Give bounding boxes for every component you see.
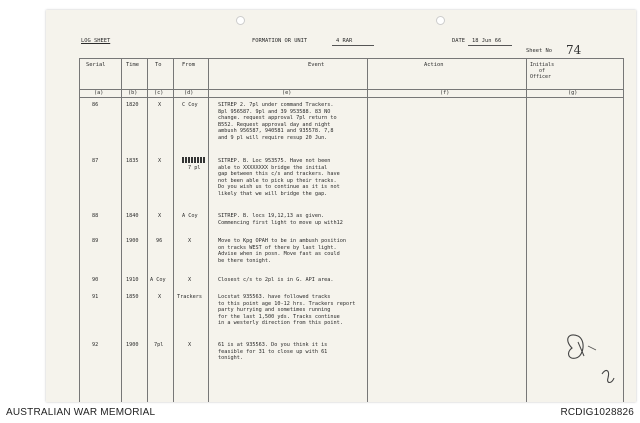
row-to: X xyxy=(158,102,162,108)
row-event: Closest c/s to 2pl is in G. API area. xyxy=(218,277,334,283)
row-from: X xyxy=(188,342,192,348)
footer-source: AUSTRALIAN WAR MEMORIAL xyxy=(6,407,156,418)
col-event: Event xyxy=(308,62,325,68)
handwritten-initials-icon xyxy=(558,322,628,392)
col-time: Time xyxy=(126,62,139,68)
row-event: Move to Kpg OPAH to be in ambush position on tracks WEST of there by last light. Advise when in posn. Move fast as could be there tonight. xyxy=(218,238,347,264)
formation-label: FORMATION OR UNIT xyxy=(252,38,308,44)
unit-value: 4 RAR xyxy=(336,38,353,44)
code-f: (f) xyxy=(440,90,450,96)
footer-id: RCDIG1028826 xyxy=(560,407,634,418)
log-sheet-page xyxy=(46,10,636,402)
col-action: Action xyxy=(424,62,444,68)
col-serial: Serial xyxy=(86,62,106,68)
code-e: (e) xyxy=(282,90,292,96)
punch-hole xyxy=(436,16,445,25)
row-to: A Coy xyxy=(150,277,166,283)
row-time: 1910 xyxy=(126,277,139,283)
row-event: SITREP. B. Loc 953575. Have not been able to XXXXXXXX bridge the initial gap between this c/s and trackers. have not been able to pick up their tracks. Do you wish us to continue as it is not likely that we will bridge the gap. xyxy=(218,158,340,197)
code-a: (a) xyxy=(94,90,104,96)
row-event: SITREP 2. 7pl under command Trackers. 8pl 956587. 9pl and 39 953588. 83 NO change. request approval 7pl return to B552. Request approval day and night ambush 956587, 940581 and 935578. 7,8 and 9 pl will require resup 20 Jun. xyxy=(218,102,337,141)
row-event: SITREP. B. locs 19,12,13 as given. Commencing first light to move up with12 xyxy=(218,213,343,226)
row-from: A Coy xyxy=(182,213,198,219)
row-time: 1900 xyxy=(126,238,139,244)
row-from: 7 pl xyxy=(188,165,201,171)
code-g: (g) xyxy=(568,90,578,96)
row-time: 1835 xyxy=(126,158,139,164)
code-c: (c) xyxy=(154,90,164,96)
row-time: 1820 xyxy=(126,102,139,108)
row-serial: 90 xyxy=(92,277,99,283)
punch-hole xyxy=(236,16,245,25)
code-b: (b) xyxy=(128,90,138,96)
row-event: 61 is at 935563. Do you think it is feasible for 31 to close up with 61 tonight. xyxy=(218,342,328,362)
row-to: 96 xyxy=(156,238,163,244)
row-serial: 91 xyxy=(92,294,99,300)
col-from: From xyxy=(182,62,195,68)
sheet-label: Sheet No xyxy=(526,48,552,54)
row-from: X xyxy=(188,238,192,244)
sheet-number: 74 xyxy=(566,43,582,57)
row-time: 1840 xyxy=(126,213,139,219)
row-serial: 88 xyxy=(92,213,99,219)
date-label: DATE xyxy=(452,38,465,44)
row-serial: 92 xyxy=(92,342,99,348)
col-initials: Initials of Officer xyxy=(530,62,555,81)
row-time: 1900 xyxy=(126,342,139,348)
date-value: 18 Jun 66 xyxy=(472,38,502,44)
struck-out-text xyxy=(182,157,206,163)
row-from: Trackers xyxy=(177,294,202,300)
row-serial: 87 xyxy=(92,158,99,164)
row-to: X xyxy=(158,294,162,300)
row-time: 1850 xyxy=(126,294,139,300)
row-to: X xyxy=(158,213,162,219)
row-event: Locstat 935563. have followed tracks to this point age 10-12 hrs. Trackers report party hurrying and sometimes running for the last 1,500 yds. Tracks continue in a westerly direction from this point. xyxy=(218,294,356,327)
row-serial: 89 xyxy=(92,238,99,244)
row-from: C Coy xyxy=(182,102,198,108)
row-to: X xyxy=(158,158,162,164)
row-from: X xyxy=(188,277,192,283)
row-serial: 86 xyxy=(92,102,99,108)
log-sheet-title: LOG SHEET xyxy=(81,38,111,44)
row-to: 7pl xyxy=(154,342,164,348)
col-to: To xyxy=(155,62,162,68)
code-d: (d) xyxy=(184,90,194,96)
